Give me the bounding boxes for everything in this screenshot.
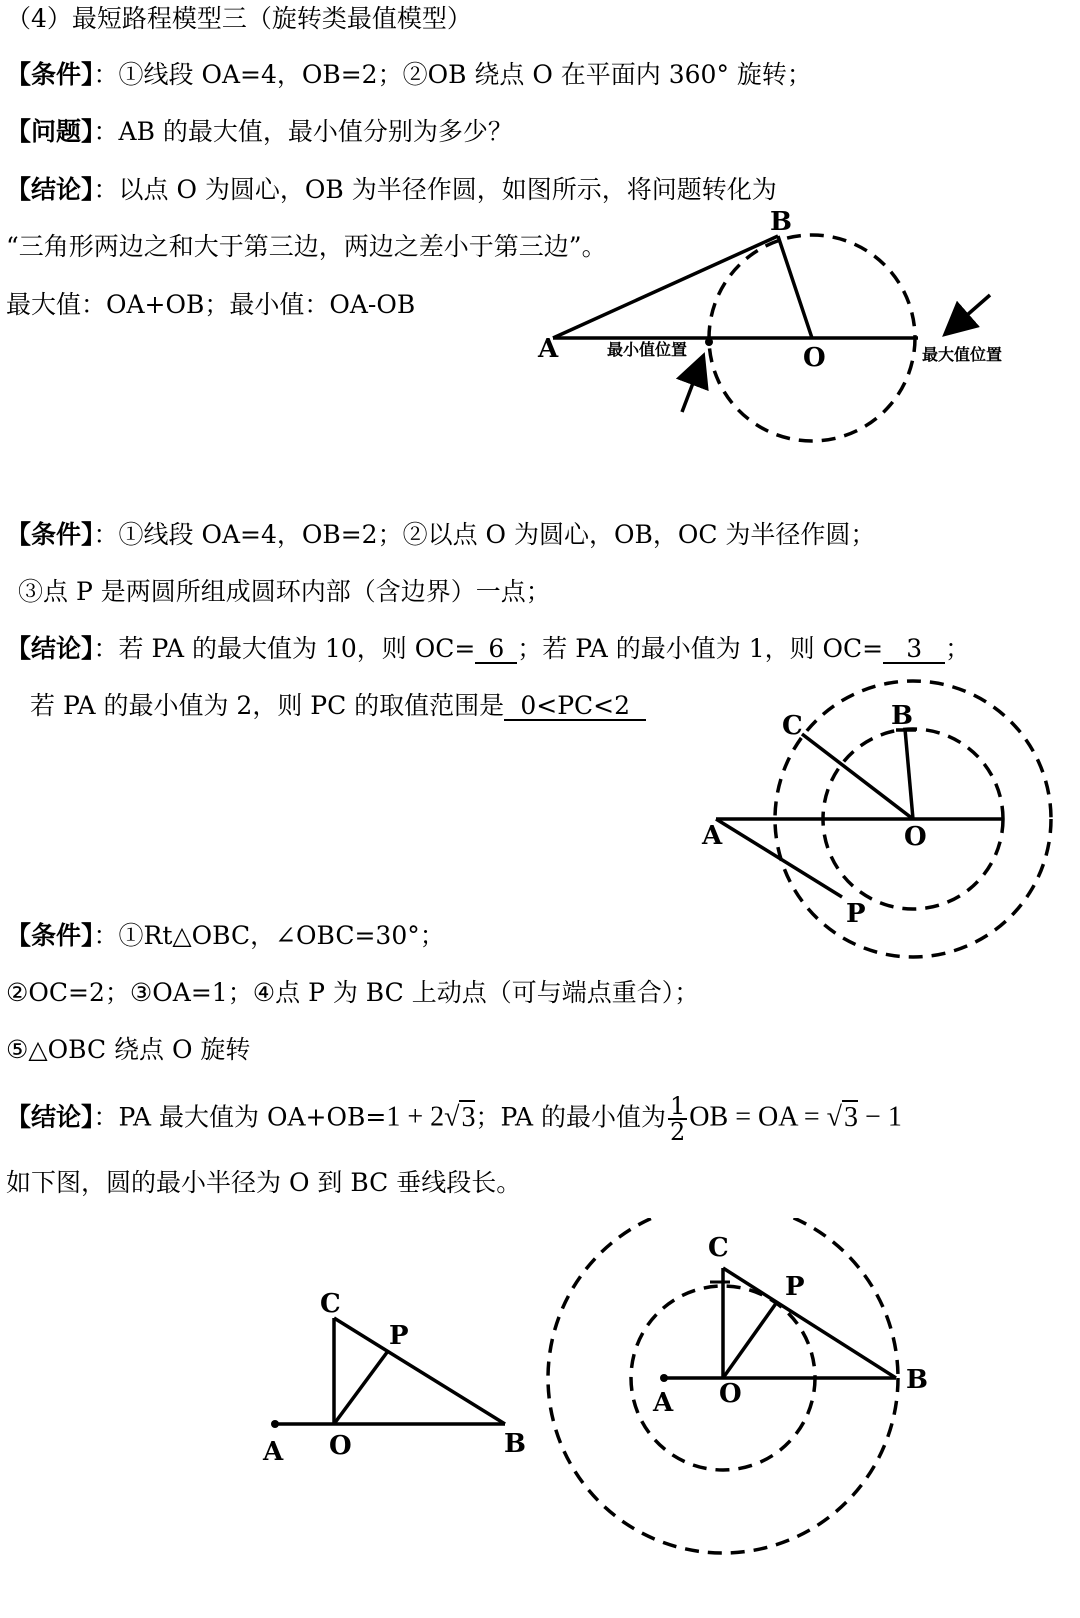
label-c: C: [782, 711, 803, 741]
conclusion-tag: 【结论】: [6, 175, 94, 204]
conclusion-part3: ；: [945, 634, 971, 663]
label-o: O: [803, 343, 826, 373]
range-text: 若 PA 的最小值为 2，则 PC 的取值范围是: [30, 691, 505, 720]
label-b: B: [906, 1365, 928, 1395]
conclusion-part2: ；PA 的最小值为: [475, 1102, 667, 1132]
condition-tag: 【条件】: [6, 921, 94, 950]
conclusion-text: ：以点 O 为圆心，OB 为半径作圆，如图所示，将问题转化为: [93, 175, 777, 204]
label-a: A: [263, 1437, 284, 1467]
section1-conclusion-2: “三角形两边之和大于第三边，两边之差小于第三边”。: [6, 232, 607, 261]
condition-text: ：①Rt△OBC，∠OBC=30°；: [93, 921, 445, 950]
label-o: O: [329, 1431, 352, 1461]
section1-title: （4）最短路程模型三（旋转类最值模型）: [6, 4, 472, 33]
figure-annulus: [0, 660, 1080, 960]
section3-condition-3: ⑤△OBC 绕点 O 旋转: [6, 1035, 251, 1064]
section3-condition: [6, 921, 445, 951]
conclusion-tag: 【结论】: [6, 1102, 94, 1132]
label-a: A: [653, 1388, 674, 1418]
segment-ap: [716, 819, 842, 897]
min-expression: OB = OA = √3 − 1: [689, 1101, 902, 1133]
label-c: C: [708, 1233, 729, 1263]
section2-condition-2: ③点 P 是两圆所组成圆环内部（含边界）一点；: [18, 577, 551, 606]
answer-blank-1: 6: [475, 636, 517, 664]
point-a-dot: [660, 1374, 668, 1382]
min-position-label: 最小值位置: [607, 340, 688, 359]
question-tag: 【问题】: [6, 117, 94, 146]
label-c: C: [320, 1290, 341, 1319]
condition-tag: 【条件】: [6, 520, 94, 549]
label-b: B: [504, 1429, 526, 1459]
label-a: A: [538, 334, 559, 364]
label-o: O: [904, 822, 927, 852]
segment-ab: [553, 236, 778, 338]
conclusion-tag: 【结论】: [6, 634, 94, 663]
max-position-label: 最大值位置: [922, 345, 1003, 364]
condition-text: ：①线段 OA=4，OB=2；②以点 O 为圆心，OB，OC 为半径作圆；: [93, 520, 876, 549]
label-p: P: [785, 1272, 805, 1302]
min-point-dot: [705, 338, 713, 346]
label-o: O: [719, 1379, 742, 1409]
section3-condition-2: ②OC=2；③OA=1；④点 P 为 BC 上动点（可与端点重合）；: [6, 978, 700, 1007]
figure-triangle-right: [0, 1218, 1080, 1558]
section3-note: 如下图，圆的最小半径为 O 到 BC 垂线段长。: [6, 1168, 522, 1197]
max-expression: 1 + 2√3: [386, 1101, 476, 1133]
label-b: B: [891, 701, 913, 731]
question-text: ：AB 的最大值，最小值分别为多少？: [93, 117, 513, 146]
min-arrow: [682, 362, 701, 412]
label-p: P: [389, 1321, 409, 1351]
section2-condition: [6, 520, 875, 550]
answer-blank-2: 3: [883, 636, 945, 664]
max-arrow: [950, 295, 990, 330]
range-answer: 0<PC<2: [504, 693, 646, 721]
segment-op: [723, 1302, 777, 1378]
conclusion-part1: ：PA 最大值为 OA+OB=: [93, 1102, 387, 1132]
conclusion-part1: ：若 PA 的最大值为 10，则 OC=: [93, 634, 476, 663]
condition-text: ：①线段 OA=4，OB=2；②OB 绕点 O 在平面内 360° 旋转；: [93, 60, 812, 89]
label-a: A: [702, 821, 723, 851]
half-fraction: $\frac{1}{2}$: [670, 1092, 686, 1146]
condition-tag: 【条件】: [6, 60, 94, 89]
conclusion-part2: ；若 PA 的最小值为 1，则 OC=: [517, 634, 884, 663]
figure-rotation-model: [0, 0, 1080, 470]
section3-conclusion: [6, 1094, 902, 1144]
label-b: B: [770, 207, 792, 237]
label-p: P: [846, 899, 866, 929]
section1-minmax: 最大值：OA+OB；最小值：OA-OB: [6, 290, 416, 319]
segment-ob: [905, 729, 913, 819]
segment-oc: [802, 734, 913, 819]
segment-ob: [778, 236, 812, 338]
